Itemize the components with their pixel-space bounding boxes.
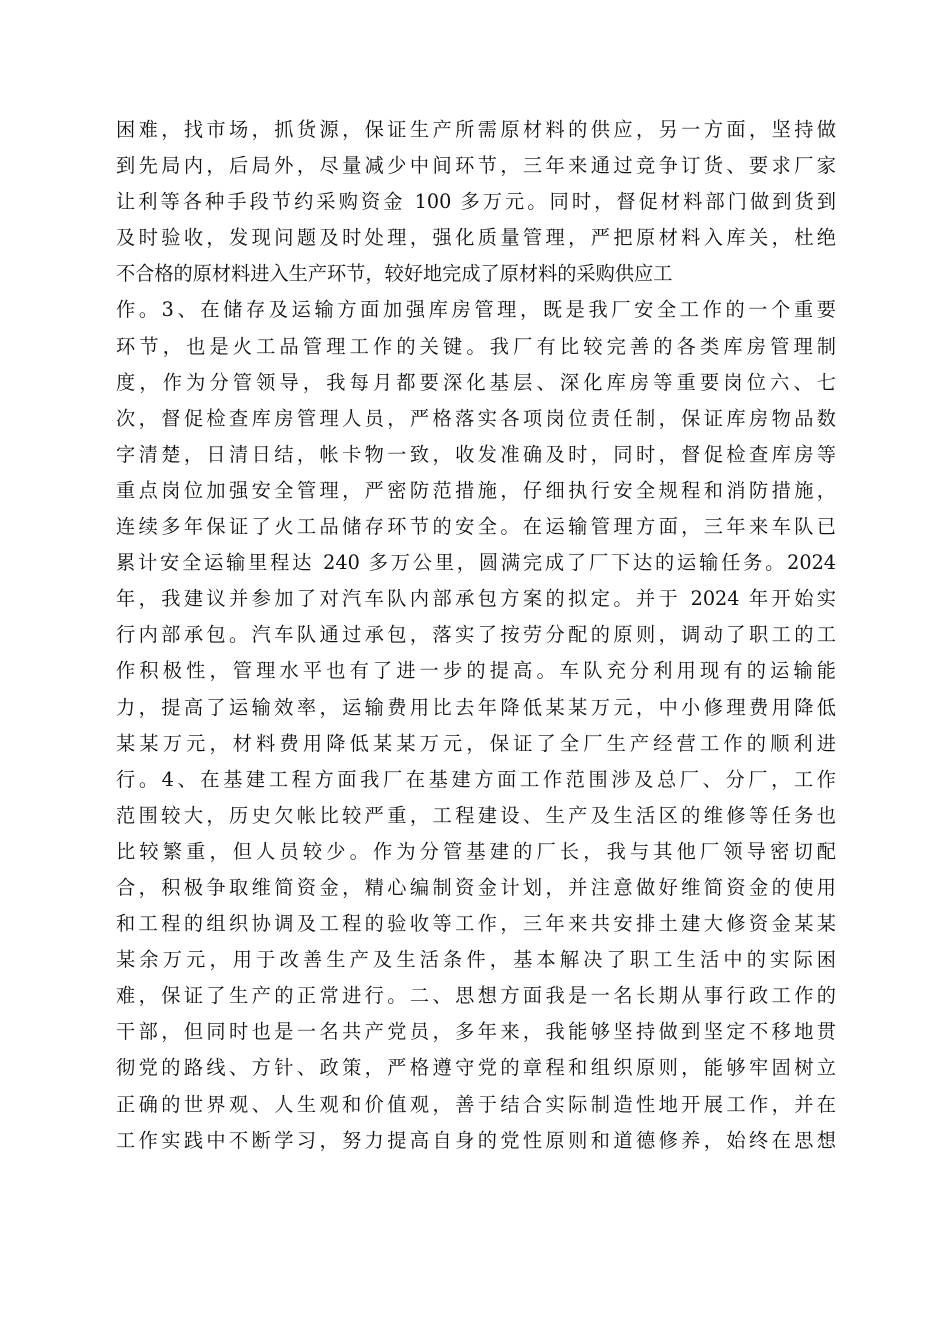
text-line: 某余万元，用于改善生产及生活条件，基本解决了职工生活中的实际困 — [116, 948, 836, 972]
text-line: 作。3、在储存及运输方面加强库房管理，既是我厂安全工作的一个重要 — [116, 298, 836, 322]
text-line: 作积极性，管理水平也有了进一步的提高。车队充分利用现有的运输能 — [116, 659, 836, 683]
text-line: 环节，也是火工品管理工作的关键。我厂有比较完善的各类库房管理制 — [116, 334, 836, 358]
text-line: 正确的世界观、人生观和价值观，善于结合实际制造性地开展工作，并在 — [116, 1092, 836, 1116]
text-line: 不合格的原材料进入生产环节，较好地完成了原材料的采购供应工 — [116, 262, 673, 286]
text-line: 难，保证了生产的正常进行。二、思想方面我是一名长期从事行政工作的 — [116, 984, 836, 1008]
text-line: 及时验收，发现问题及时处理，强化质量管理，严把原材料入库关，杜绝 — [116, 226, 836, 250]
text-line: 重点岗位加强安全管理，严密防范措施，仔细执行安全规程和消防措施， — [116, 478, 836, 502]
text-line: 工作实践中不断学习，努力提高自身的党性原则和道德修养，始终在思想 — [116, 1128, 836, 1152]
text-line: 合，积极争取维简资金，精心编制资金计划，并注意做好维简资金的使用 — [116, 875, 836, 899]
text-line: 行内部承包。汽车队通过承包，落实了按劳分配的原则，调动了职工的工 — [116, 623, 836, 647]
text-line: 度，作为分管领导，我每月都要深化基层、深化库房等重要岗位六、七 — [116, 370, 836, 394]
text-line: 彻党的路线、方针、政策，严格遵守党的章程和组织原则，能够牢固树立 — [116, 1056, 836, 1080]
text-line: 行。4、在基建工程方面我厂在基建方面工作范围涉及总厂、分厂，工作 — [116, 767, 836, 791]
text-line: 比较繁重，但人员较少。作为分管基建的厂长，我与其他厂领导密切配 — [116, 839, 836, 863]
text-line: 到先局内，后局外，尽量减少中间环节，三年来通过竞争订货、要求厂家 — [116, 154, 836, 178]
text-line: 力，提高了运输效率，运输费用比去年降低某某万元，中小修理费用降低 — [116, 695, 836, 719]
text-line: 范围较大，历史欠帐比较严重，工程建设、生产及生活区的维修等任务也 — [116, 803, 836, 827]
text-line: 和工程的组织协调及工程的验收等工作，三年来共安排土建大修资金某某 — [116, 912, 836, 936]
text-line: 困难，找市场，抓货源，保证生产所需原材料的供应，另一方面，坚持做 — [116, 118, 836, 141]
text-line: 干部，但同时也是一名共产党员，多年来，我能够坚持做到坚定不移地贯 — [116, 1020, 836, 1044]
text-line: 年，我建议并参加了对汽车队内部承包方案的拟定。并于 2024 年开始实 — [116, 587, 836, 611]
body-text — [116, 112, 836, 1159]
text-line: 次，督促检查库房管理人员，严格落实各项岗位责任制，保证库房物品数 — [116, 406, 836, 430]
text-line: 某某万元，材料费用降低某某万元，保证了全厂生产经营工作的顺利进 — [116, 731, 836, 755]
text-line: 累计安全运输里程达 240 多万公里，圆满完成了厂下达的运输任务。2024 — [116, 551, 836, 575]
text-line: 字清楚，日清日结，帐卡物一致，收发准确及时，同时，督促检查库房等 — [116, 442, 836, 466]
text-line: 让利等各种手段节约采购资金 100 多万元。同时，督促材料部门做到货到 — [116, 190, 836, 214]
text-line: 连续多年保证了火工品储存环节的安全。在运输管理方面，三年来车队已 — [116, 515, 836, 539]
